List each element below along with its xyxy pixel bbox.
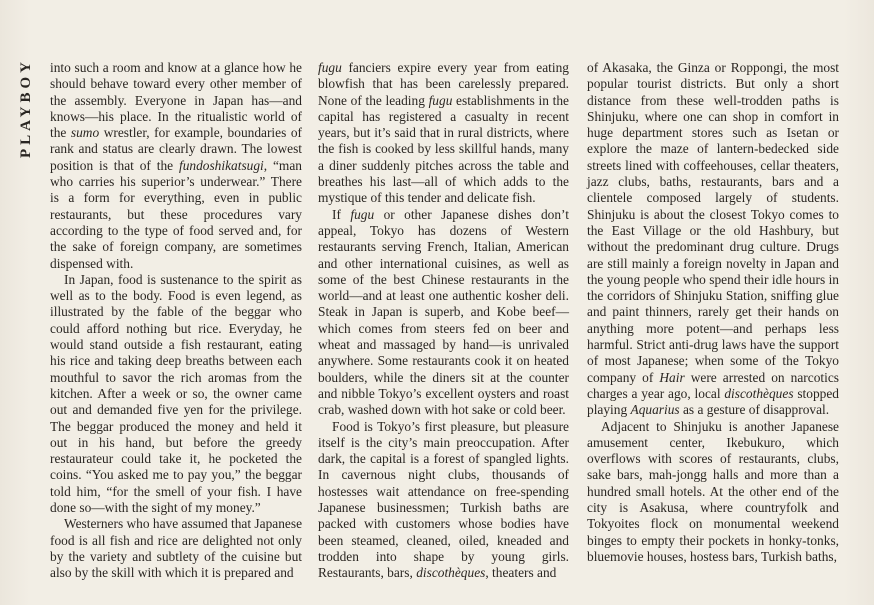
running-head-text: PLAYBOY	[18, 58, 34, 158]
paragraph: Westerners who have assumed that Japanese food is all fish and rice are delighted not only by the variety and subtlety of the cuisine but also by the skill with which it is prepared and	[50, 516, 303, 581]
paragraph: fugu fanciers expire every year from eating blowfish that has been carelessly prepared. None of the leading fugu establishments in the capital has registered a casualty in recent years, but it’s said that in rural districts, where the fish is cooked by less skillful hands, many a diner suddenly pitches across the table and breathes his last—all of which adds to the mystique of this tender and delicate fish.	[318, 60, 569, 206]
paragraph: Food is Tokyo’s first pleasure, but pleasure itself is the city’s main preoccupation. After dark, the capital is a forest of spangled lights. In cavernous night clubs, thousands of hostesses wait attendance on free-spending Japanese businessmen; Turkish baths are packed with customers whose bodies have been steamed, cleaned, oiled, kneaded and trodden into shape by young girls. Restaurants, bars, discothèques, theaters and	[318, 418, 569, 581]
paragraph: In Japan, food is sustenance to the spirit as well as to the body. Food is even legend, as illustrated by the fable of the beggar who could afford nothing but rice. Everyday, he would stand outside a fish restaurant, eating his rice and taking deep breaths between each mouthful to savor the rich aromas from the kitchen. After a week or so, the owner came out and demanded five yen for the privilege. The beggar produced the money and held it out in his hand, but before the greedy restaurateur could take it, he pocketed the coins. “You asked me to pay you,” the beggar told him, “for the smell of your fish. I have done so—with the sight of my money.”	[50, 271, 302, 516]
text-column-2	[318, 60, 569, 582]
paragraph: of Akasaka, the Ginza or Roppongi, the most popular tourist districts. But only a short distance from these well-trodden paths is Shinjuku, where one can shop in comfort in huge department stores such as Isetan or explore the maze of lantern-bedecked side streets lined with coffeehouses, cellar theaters, jazz clubs, baths, restaurants, bars and a clientele composed largely of students. Shinjuku is about the closest Tokyo comes to the East Village or the old Hashbury, but without the predominant drug culture. Drugs are still mainly a foreign novelty in Japan and the young people who spend their idle hours in the corridors of Shinjuku Station, sniffing glue and paint thinners, rarely get their hands on anything more potent—and perhaps less harmful. Strict anti-drug laws have the support of most Japanese; when some of the Tokyo company of Hair were arrested on narcotics charges a year ago, local discothèques stopped playing Aquarius as a gesture of disapproval.	[587, 60, 839, 418]
running-head	[18, 58, 40, 198]
paragraph: If fugu or other Japanese dishes don’t appeal, Tokyo has dozens of Western restaurants serving French, Italian, American and other international cuisines, as well as some of the best Chinese restaurants in the world—and at least one authentic kosher deli. Steak in Japan is superb, and Kobe beef—which comes from steers fed on beer and wheat and massaged by hand—is unrivaled anywhere. Some restaurants cook it on heated boulders, while the diners sit at the counter and nibble Tokyo’s excellent oysters and roast crab, washed down with hot sake or cold beer.	[318, 206, 569, 418]
text-column-1	[50, 60, 302, 582]
paragraph: Adjacent to Shinjuku is another Japanese amusement center, Ikebukuro, which overflows with scores of restaurants, clubs, sake bars, mah-jongg halls and more than a hundred small hotels. At the other end of the city is Asakusa, where countryfolk and Tokyoites flock on monumental weekend binges to empty their pockets in honky-tonks, bluemovie houses, hostess bars, Turkish baths,	[587, 418, 839, 564]
text-column-3	[587, 60, 839, 565]
paragraph: into such a room and know at a glance how he should behave toward every other member of the assembly. Everyone in Japan has—and knows—his place. In the ritualistic world of the sumo wrestler, for example, boundaries of rank and status are clearly drawn. The lowest position is that of the fundoshikatsugi, “man who carries his superior’s underwear.” There is a form for everything, even in public restaurants, but these procedures vary according to the type of food served and, for the sake of foreign company, are sometimes dispensed with.	[50, 60, 302, 271]
